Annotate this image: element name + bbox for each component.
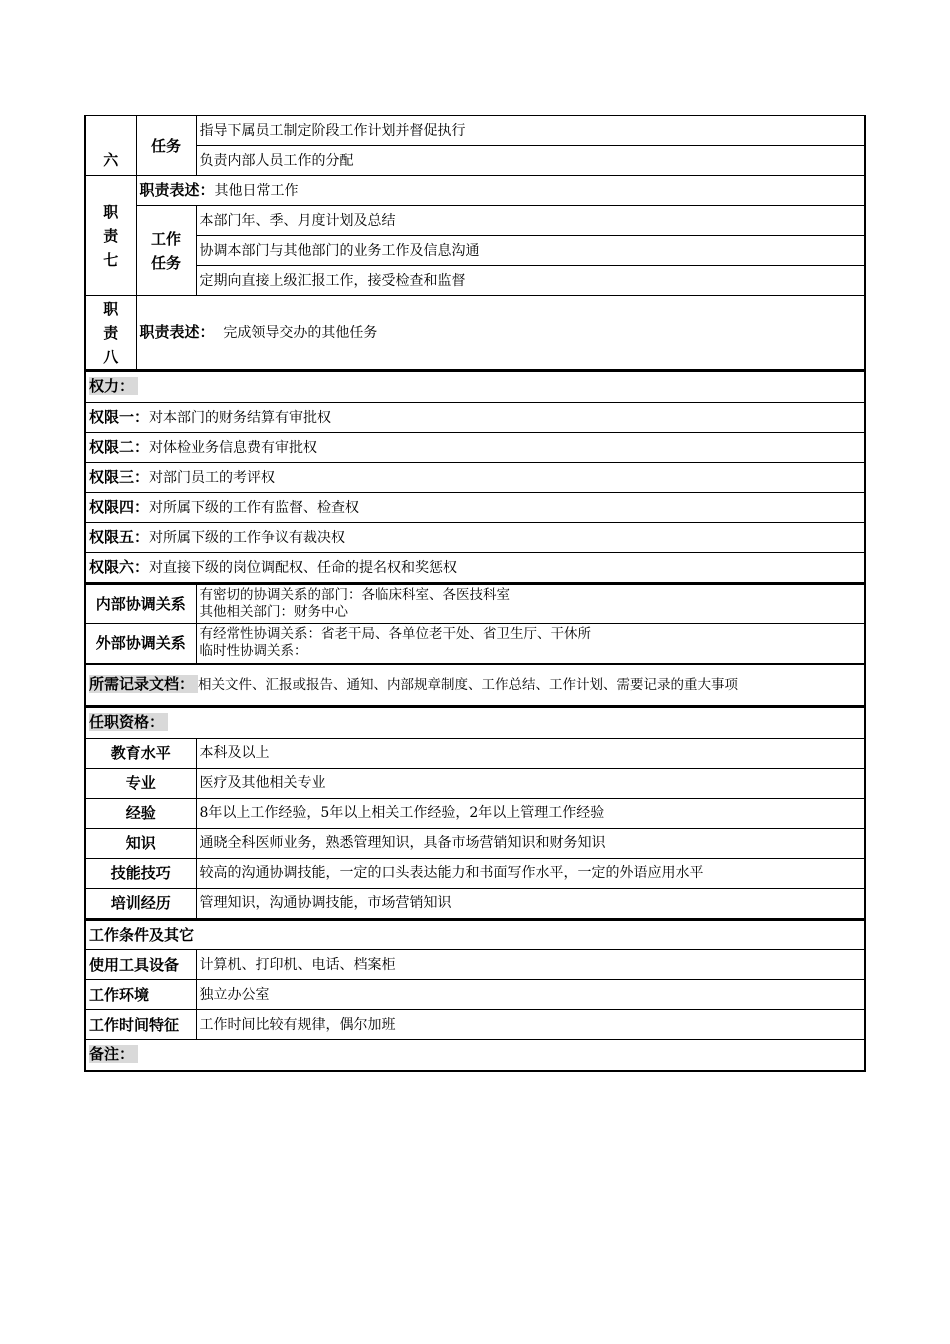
external-relations-line-1: 有经常性协调关系：省老干局、各单位老干处、省卫生厅、干休所: [199, 626, 591, 643]
duty7-task-2: 协调本部门与其他部门的业务工作及信息沟通: [196, 236, 865, 266]
internal-relations-label: 内部协调关系: [85, 584, 196, 624]
authority-item-text: 对体检业务信息费有审批权: [149, 439, 318, 456]
authority-header: [85, 371, 865, 402]
duty8-desc-text: 完成领导交办的其他任务: [223, 325, 378, 341]
authority-item-text: 对所属下级的工作有监督、检查权: [149, 499, 360, 516]
duty8-description: [136, 296, 865, 370]
qualification-value: 本科及以上: [196, 738, 865, 768]
qualifications-header-label: 任职资格：: [89, 713, 168, 731]
internal-relations-line-2: 其他相关部门：财务中心: [199, 603, 348, 620]
condition-value: 独立办公室: [196, 980, 865, 1010]
authority-item-label: 权限三：: [89, 467, 150, 486]
internal-relations: [196, 584, 865, 624]
qualification-value: 8年以上工作经验，5年以上相关工作经验，2年以上管理工作经验: [196, 798, 865, 828]
notes-label: 备注：: [89, 1045, 138, 1063]
qualification-value: 管理知识，沟通协调技能，市场营销知识: [196, 888, 865, 918]
conditions-table: [84, 919, 866, 1072]
qualification-value: 医疗及其他相关专业: [196, 768, 865, 798]
duty7-description: [136, 176, 865, 206]
qualifications-table: [84, 706, 866, 919]
duty7-desc-text: 其他日常工作: [214, 183, 299, 199]
authority-item: [85, 402, 865, 432]
records-label: 所需记录文档：: [89, 675, 198, 693]
authority-item: [85, 432, 865, 462]
authority-item-text: 对直接下级的岗位调配权、任命的提名权和奖惩权: [149, 559, 458, 576]
records-text: 相关文件、汇报或报告、通知、内部规章制度、工作总结、工作计划、需要记录的重大事项: [198, 677, 739, 694]
duty6-task-label: 任务: [136, 116, 196, 176]
authority-item-label: 权限一：: [89, 407, 150, 426]
authority-item-text: 对本部门的财务结算有审批权: [149, 409, 332, 426]
qualification-value: 通晓全科医师业务，熟悉管理知识，具备市场营销知识和财务知识: [196, 828, 865, 858]
authority-item-label: 权限六：: [89, 557, 150, 576]
internal-relations-line-1: 有密切的协调关系的部门：各临床科室、各医技科室: [199, 586, 510, 603]
authority-item: [85, 492, 865, 522]
authority-item: [85, 462, 865, 492]
duty7-task-1: 本部门年、季、月度计划及总结: [196, 206, 865, 236]
authority-item-label: 权限二：: [89, 437, 150, 456]
authority-item: [85, 552, 865, 582]
duty7-desc-label: 职责表述：: [139, 181, 215, 199]
qualification-label: 技能技巧: [85, 858, 196, 888]
qualification-label: 经验: [85, 798, 196, 828]
duty6-number: 六: [85, 116, 136, 176]
records-row: [85, 664, 865, 706]
authority-item-label: 权限五：: [89, 527, 150, 546]
authority-table: [84, 370, 866, 583]
authority-item: [85, 522, 865, 552]
qualification-value: 较高的沟通协调技能，一定的口头表达能力和书面写作水平，一定的外语应用水平: [196, 858, 865, 888]
duty7-task-label: 工作 任务: [136, 206, 196, 296]
external-relations: [196, 624, 865, 664]
qualification-label: 知识: [85, 828, 196, 858]
condition-value: 工作时间比较有规律，偶尔加班: [196, 1010, 865, 1040]
condition-value: 计算机、打印机、电话、档案柜: [196, 950, 865, 980]
duty8-label: 职 责 八: [85, 296, 136, 370]
qualifications-header: [85, 707, 865, 738]
qualification-label: 专业: [85, 768, 196, 798]
condition-label: 使用工具设备: [85, 950, 196, 980]
external-relations-label: 外部协调关系: [85, 624, 196, 664]
job-description-document: [84, 115, 866, 1072]
duty6-task-1: 指导下属员工制定阶段工作计划并督促执行: [196, 116, 865, 146]
authority-item-label: 权限四：: [89, 497, 150, 516]
duty8-desc-label: 职责表述：: [139, 323, 215, 341]
duties-table: [84, 115, 866, 370]
condition-label: 工作环境: [85, 980, 196, 1010]
external-relations-line-2: 临时性协调关系：: [199, 643, 308, 660]
authority-item-text: 对部门员工的考评权: [149, 469, 276, 486]
qualification-label: 培训经历: [85, 888, 196, 918]
duty7-label: 职 责 七: [85, 176, 136, 296]
condition-label: 工作时间特征: [85, 1010, 196, 1040]
authority-item-text: 对所属下级的工作争议有裁决权: [149, 529, 346, 546]
authority-header-label: 权力：: [89, 377, 138, 395]
relations-table: [84, 583, 866, 707]
notes-row: [85, 1040, 865, 1071]
duty6-task-2: 负责内部人员工作的分配: [196, 146, 865, 176]
qualification-label: 教育水平: [85, 738, 196, 768]
conditions-header: 工作条件及其它: [85, 920, 865, 950]
duty7-task-3: 定期向直接上级汇报工作，接受检查和监督: [196, 266, 865, 296]
